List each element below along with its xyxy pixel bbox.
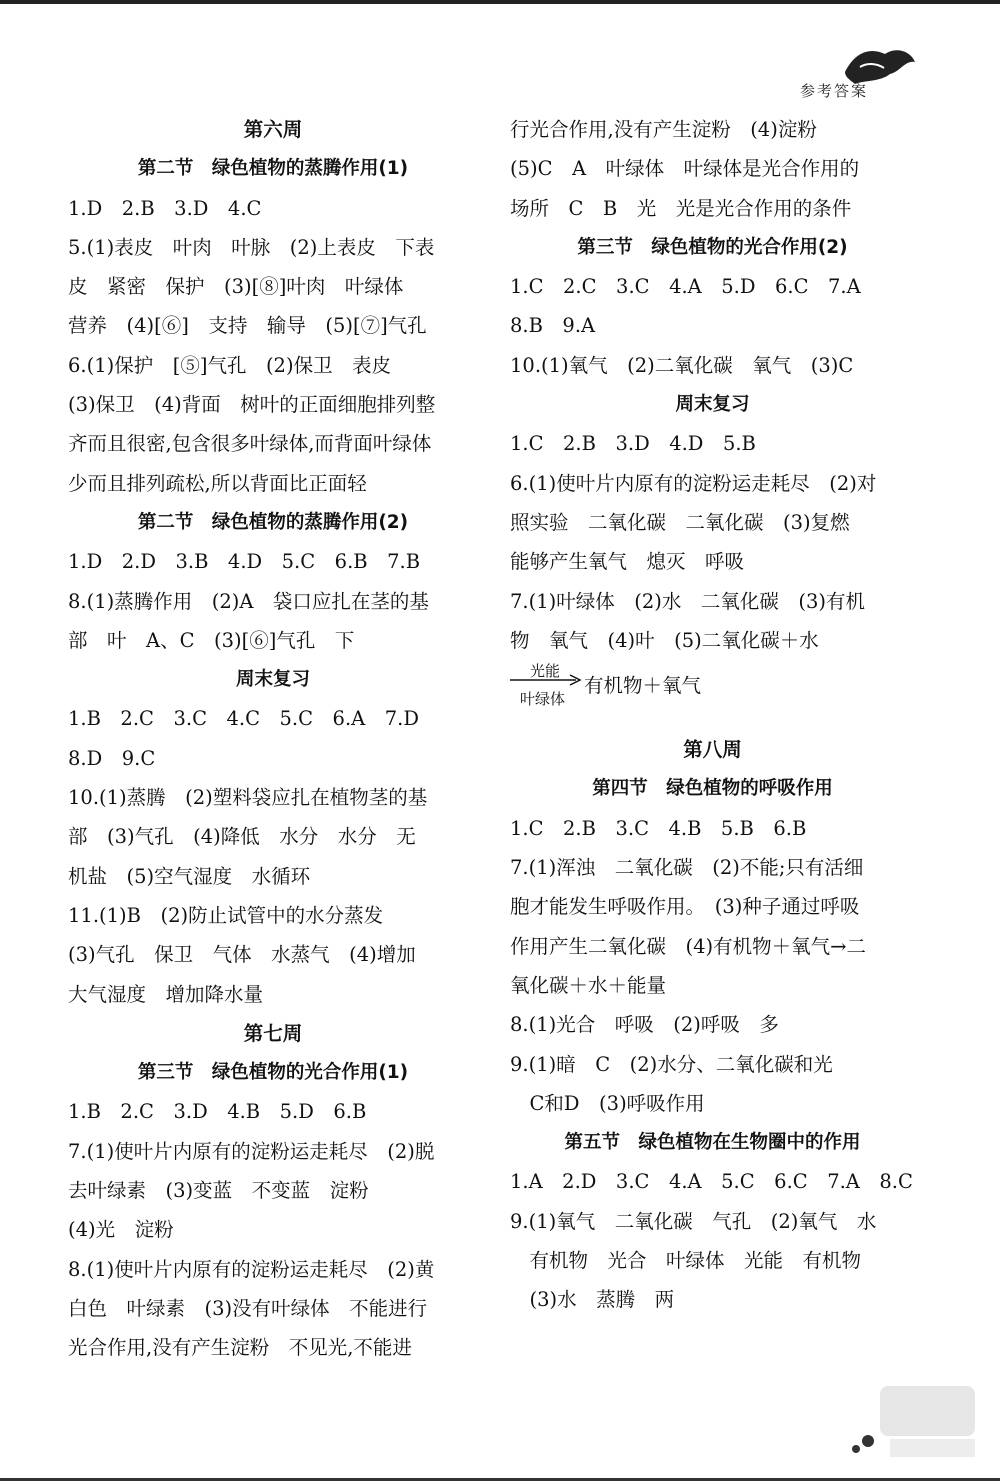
answer-line: 7.(1)叶绿体 (2)水 二氧化碳 (3)有机 <box>510 589 865 613</box>
answer-line: 少而且排列疏松,所以背面比正面轻 <box>68 471 367 495</box>
answer-line: 9.(1)暗 C (2)水分、二氧化碳和光 <box>510 1052 833 1076</box>
section-heading: 第三节 绿色植物的光合作用(2) <box>577 236 848 258</box>
top-border <box>0 0 1000 4</box>
answer-line: 11.(1)B (2)防止试管中的水分蒸发 <box>68 903 384 927</box>
section-heading: 第二节 绿色植物的蒸腾作用(1) <box>137 158 409 180</box>
section-heading: 第五节 绿色植物在生物圈中的作用 <box>564 1132 861 1154</box>
section-heading: 第四节 绿色植物的呼吸作用 <box>592 778 833 800</box>
answer-line: 1.D 2.B 3.D 4.C <box>68 196 262 220</box>
week-heading: 第七周 <box>243 1021 303 1045</box>
answer-line: 部 叶 A、C (3)[⑥]气孔 下 <box>68 628 355 652</box>
answer-line: 照实验 二氧化碳 二氧化碳 (3)复燃 <box>510 510 850 534</box>
answer-line: (4)光 淀粉 <box>68 1218 174 1242</box>
answer-line: 胞才能发生呼吸作用。 (3)种子通过呼吸 <box>510 895 860 919</box>
answer-line: 8.(1)使叶片内原有的淀粉运走耗尽 (2)黄 <box>68 1257 435 1281</box>
answer-line: 光合作用,没有产生淀粉 不见光,不能进 <box>68 1336 412 1360</box>
answer-line: 营养 (4)[⑥] 支持 输导 (5)[⑦]气孔 <box>68 314 427 338</box>
answer-line: 1.B 2.C 3.D 4.B 5.D 6.B <box>68 1100 367 1124</box>
answer-line: 9.(1)氧气 二氧化碳 气孔 (2)氧气 水 <box>510 1209 877 1233</box>
answer-line: 5.(1)表皮 叶肉 叶脉 (2)上表皮 下表 <box>68 235 435 259</box>
section-heading: 周末复习 <box>235 669 310 691</box>
reaction-arrow-icon <box>510 672 582 688</box>
answer-line: 齐而且很密,包含很多叶绿体,而背面叶绿体 <box>68 432 432 456</box>
answer-line: 大气湿度 增加降水量 <box>68 982 264 1006</box>
answer-line: 部 (3)气孔 (4)降低 水分 水分 无 <box>68 825 416 849</box>
answer-line: 7.(1)使叶片内原有的淀粉运走耗尽 (2)脱 <box>68 1139 435 1163</box>
answer-line: 皮 紧密 保护 (3)[⑧]叶肉 叶绿体 <box>68 275 404 299</box>
equation-products: 有机物＋氧气 <box>584 674 702 698</box>
right-column <box>510 110 915 1320</box>
equation-condition-site: 叶绿体 <box>520 690 566 709</box>
answer-line: 8.(1)蒸腾作用 (2)A 袋口应扎在茎的基 <box>68 589 429 613</box>
answer-line: 6.(1)保护 [⑤]气孔 (2)保卫 表皮 <box>68 353 392 377</box>
answer-line: 场所 C B 光 光是光合作用的条件 <box>510 196 852 220</box>
answer-line: (3)保卫 (4)背面 树叶的正面细胞排列整 <box>68 393 436 417</box>
answer-line: 机盐 (5)空气湿度 水循环 <box>68 864 311 888</box>
answer-line: C和D (3)呼吸作用 <box>510 1091 705 1115</box>
answer-line: 1.B 2.C 3.C 4.C 5.C 6.A 7.D <box>68 707 419 731</box>
answer-line: 白色 叶绿素 (3)没有叶绿体 不能进行 <box>68 1296 428 1320</box>
answer-line: 物 氧气 (4)叶 (5)二氧化碳＋水 <box>510 628 819 652</box>
watermark-logo-icon <box>850 1381 980 1461</box>
answer-line: 6.(1)使叶片内原有的淀粉运走耗尽 (2)对 <box>510 471 877 495</box>
answer-line: (5)C A 叶绿体 叶绿体是光合作用的 <box>510 157 860 181</box>
section-heading: 第二节 绿色植物的蒸腾作用(2) <box>137 511 409 533</box>
answer-line: 10.(1)蒸腾 (2)塑料袋应扎在植物茎的基 <box>68 786 428 810</box>
section-heading: 第三节 绿色植物的光合作用(1) <box>137 1062 409 1084</box>
answer-line: 去叶绿素 (3)变蓝 不变蓝 淀粉 <box>68 1179 369 1203</box>
equation-condition-energy: 光能 <box>530 662 561 681</box>
answer-line: 8.B 9.A <box>510 314 596 338</box>
answer-line: 1.D 2.D 3.B 4.D 5.C 6.B 7.B <box>68 550 421 574</box>
answer-line: 7.(1)浑浊 二氧化碳 (2)不能;只有活细 <box>510 856 864 880</box>
answer-line: 1.C 2.B 3.C 4.B 5.B 6.B <box>510 816 807 840</box>
answer-line: (3)水 蒸腾 两 <box>510 1288 675 1312</box>
answer-line: 行光合作用,没有产生淀粉 (4)淀粉 <box>510 118 817 141</box>
answer-line: 有机物 光合 叶绿体 光能 有机物 <box>510 1249 862 1273</box>
answer-line: 作用产生二氧化碳 (4)有机物＋氧气→二 <box>510 934 866 958</box>
answer-line: 能够产生氧气 熄灭 呼吸 <box>510 550 745 574</box>
week-heading: 第六周 <box>243 118 303 141</box>
answer-line: 10.(1)氧气 (2)二氧化碳 氧气 (3)C <box>510 353 854 377</box>
answer-line: 氧化碳＋水＋能量 <box>510 973 667 997</box>
answer-key-label: 参考答案 <box>800 82 869 100</box>
photosynthesis-equation <box>510 660 915 720</box>
answer-line: (3)气孔 保卫 气体 水蒸气 (4)增加 <box>68 943 416 967</box>
answer-line: 1.C 2.B 3.D 4.D 5.B <box>510 432 756 456</box>
left-column <box>68 110 478 1368</box>
section-heading: 周末复习 <box>675 394 750 416</box>
answer-line: 8.(1)光合 呼吸 (2)呼吸 多 <box>510 1013 779 1037</box>
answer-line: 1.C 2.C 3.C 4.A 5.D 6.C 7.A <box>510 275 861 299</box>
week-heading: 第八周 <box>683 738 742 762</box>
answer-line: 8.D 9.C <box>68 746 156 770</box>
answer-line: 1.A 2.D 3.C 4.A 5.C 6.C 7.A 8.C <box>510 1170 913 1194</box>
